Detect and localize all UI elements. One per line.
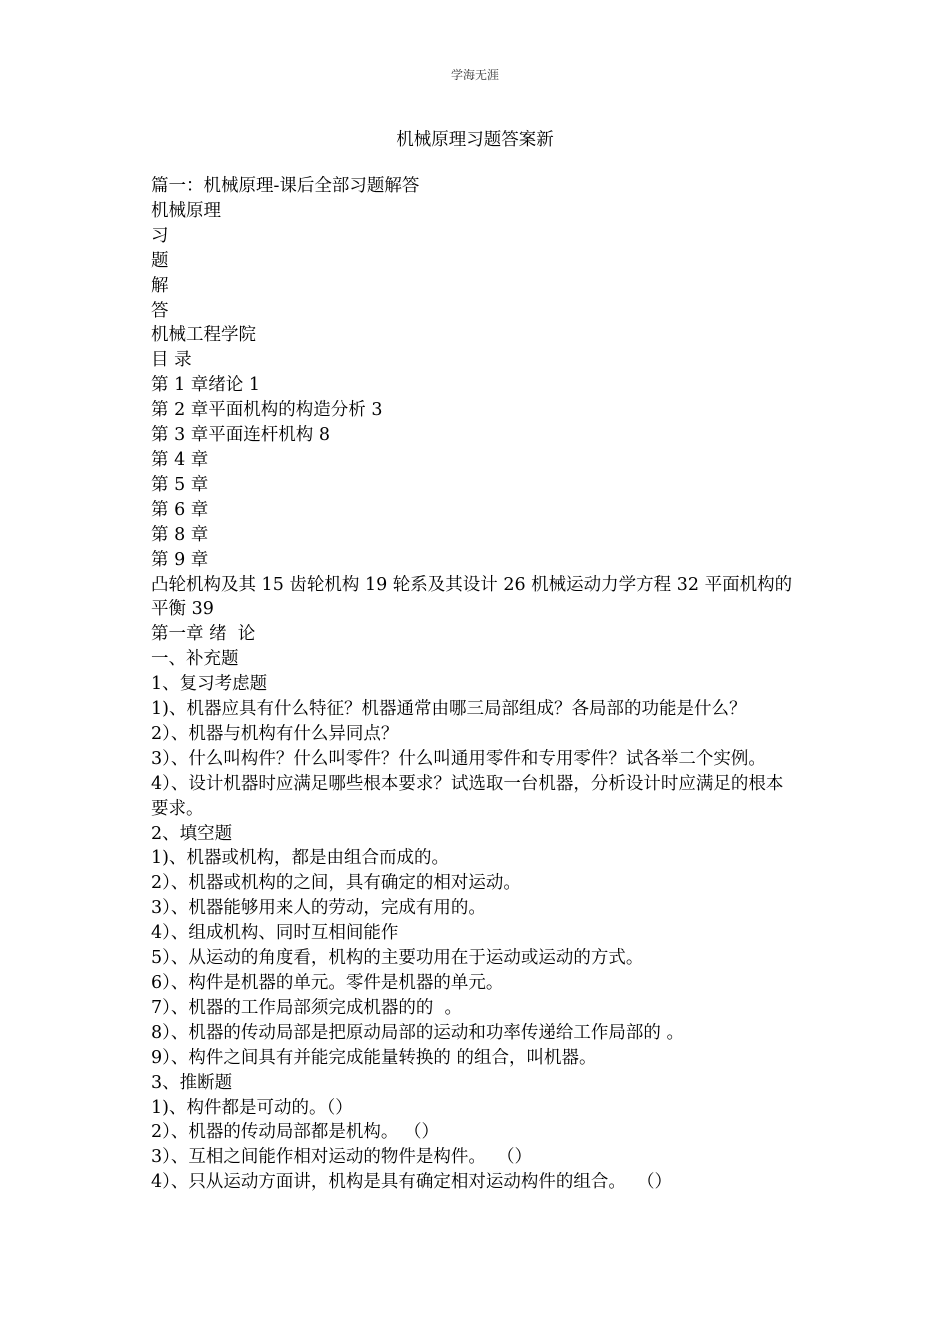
question-item: 3）、互相之间能作相对运动的物件是构件。 （） (151, 1147, 533, 1168)
toc-entry: 第 6 章 (151, 499, 209, 520)
toc-entry: 第 9 章 (151, 549, 209, 570)
question-item: 4）、组成机构、同时互相间能作 (151, 923, 399, 944)
toc-entry: 第 1 章绪论 1 (151, 375, 260, 396)
document-body (151, 174, 796, 1195)
toc-entry: 第 8 章 (151, 524, 209, 545)
question-item: 3）、机器能够用来人的劳动，完成有用的。 (151, 898, 486, 919)
section-heading: 3、推断题 (151, 1072, 233, 1093)
question-item: 2）、机器的传动局部都是机构。 （） (151, 1122, 439, 1143)
text-line: 目 录 (151, 350, 192, 371)
question-item: 9）、构件之间具有并能完成能量转换的 的组合，叫机器。 (151, 1047, 597, 1068)
toc-entry: 第 4 章 (151, 449, 209, 470)
question-item: 4）、只从运动方面讲，机构是具有确定相对运动构件的组合。 （） (151, 1172, 673, 1193)
toc-entry: 第 3 章平面连杆机构 8 (151, 425, 330, 446)
question-item: 8）、机器的传动局部是把原动局部的运动和功率传递给工作局部的 。 (151, 1022, 684, 1043)
question-item: 5）、从运动的角度看，机构的主要功用在于运动或运动的方式。 (151, 948, 644, 969)
text-line: 机械工程学院 (151, 325, 256, 346)
page-header: 学海无涯 (450, 68, 499, 82)
section-heading: 1、复习考虑题 (151, 674, 268, 695)
question-item: 4）、设计机器时应满足哪些根本要求？试选取一台机器，分析设计时应满足的根本要求。 (151, 773, 784, 819)
document-title: 机械原理习题答案新 (396, 130, 554, 150)
text-line: 答 (151, 300, 169, 321)
toc-entry: 第 2 章平面机构的构造分析 3 (151, 400, 383, 421)
chapter-heading: 第一章 绪 论 (151, 624, 256, 645)
text-line: 机械原理 (151, 200, 221, 221)
text-line: 解 (151, 275, 169, 296)
text-line: 篇一：机械原理-课后全部习题解答 (151, 176, 420, 196)
section-heading: 一、补充题 (151, 649, 239, 670)
question-item: 1)、机器或机构，都是由组合而成的。 (151, 848, 449, 869)
text-line: 题 (151, 250, 169, 271)
question-item: 6）、构件是机器的单元。零件是机器的单元。 (151, 973, 504, 993)
text-line: 习 (151, 225, 169, 246)
toc-entry: 凸轮机构及其 15 齿轮机构 19 轮系及其设计 26 机械运动力学方程 32 平面机构的平衡 39 (151, 574, 793, 620)
question-item: 2）、机器与机构有什么异同点？ (151, 723, 399, 744)
question-item: 3）、什么叫构件？什么叫零件？什么叫通用零件和专用零件？试各举二个实例。 (151, 748, 766, 769)
section-heading: 2、填空题 (151, 823, 233, 844)
question-item: 7）、机器的工作局部须完成机器的的 。 (151, 997, 463, 1018)
question-item: 2）、机器或机构的之间，具有确定的相对运动。 (151, 873, 521, 894)
question-item: 1)、构件都是可动的。（） (151, 1097, 353, 1118)
question-item: 1)、机器应具有什么特征？机器通常由哪三局部组成？各局部的功能是什么？ (151, 699, 747, 720)
toc-entry: 第 5 章 (151, 474, 209, 495)
